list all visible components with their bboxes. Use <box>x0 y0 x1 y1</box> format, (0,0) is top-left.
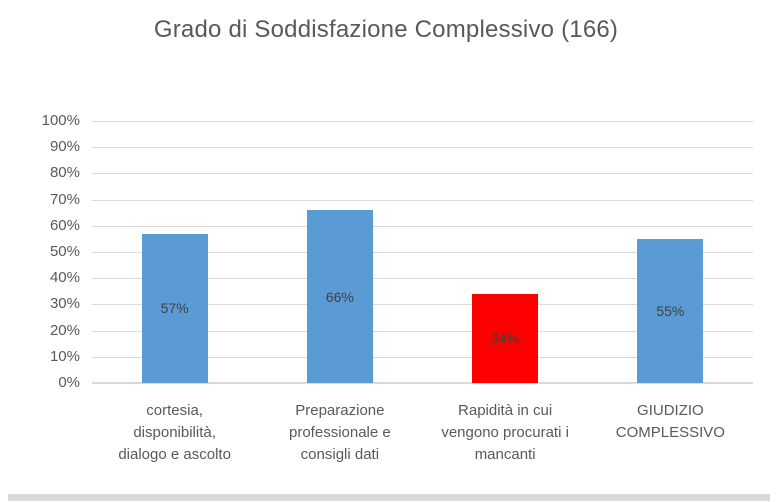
category-label <box>90 400 260 466</box>
y-axis-tick-label: 80% <box>49 164 80 182</box>
y-axis-tick-label: 40% <box>49 269 80 287</box>
plot-area <box>92 121 753 383</box>
bar-value-label: 34% <box>491 330 520 347</box>
y-axis-tick-label: 100% <box>41 112 80 129</box>
gridline <box>92 200 753 201</box>
category-label-line: vengono procurati i <box>441 424 569 441</box>
y-axis-tick-label: 10% <box>49 347 80 365</box>
bar <box>142 234 208 383</box>
category-label <box>420 400 590 466</box>
y-axis-tick-label: 70% <box>49 190 80 208</box>
category-label-line: dialogo e ascolto <box>118 446 231 463</box>
bar <box>307 210 373 383</box>
chart-title: Grado di Soddisfazione Complessivo (166) <box>153 16 619 43</box>
y-axis-tick-label: 0% <box>58 374 80 391</box>
category-label-line: COMPLESSIVO <box>615 424 725 441</box>
category-label-line: professionale e <box>289 424 391 441</box>
bar-value-label: 57% <box>160 300 189 317</box>
bottom-divider <box>8 494 770 501</box>
category-label <box>255 400 425 466</box>
category-label-line: Rapidità in cui <box>458 402 553 419</box>
category-label-line: cortesia, <box>146 402 203 419</box>
y-axis-tick-label: 50% <box>49 243 80 260</box>
y-axis-tick-label: 90% <box>49 138 80 156</box>
gridline <box>92 147 753 148</box>
y-axis-tick-label: 20% <box>49 321 80 339</box>
bar <box>637 239 703 383</box>
gridline <box>92 226 753 227</box>
y-axis-tick-label: 60% <box>49 216 80 234</box>
category-label-line: Preparazione <box>295 402 385 419</box>
gridline <box>92 121 753 122</box>
category-label-line: disponibilità, <box>133 424 216 441</box>
category-label <box>585 400 755 444</box>
bar-value-label: 66% <box>325 288 354 305</box>
category-label-line: mancanti <box>474 446 536 463</box>
gridline <box>92 173 753 174</box>
bar <box>472 294 538 383</box>
y-axis-tick-label: 30% <box>49 295 80 313</box>
category-label-line: consigli dati <box>300 446 380 463</box>
bar-value-label: 55% <box>656 302 685 319</box>
category-label-line: GIUDIZIO <box>637 402 704 419</box>
